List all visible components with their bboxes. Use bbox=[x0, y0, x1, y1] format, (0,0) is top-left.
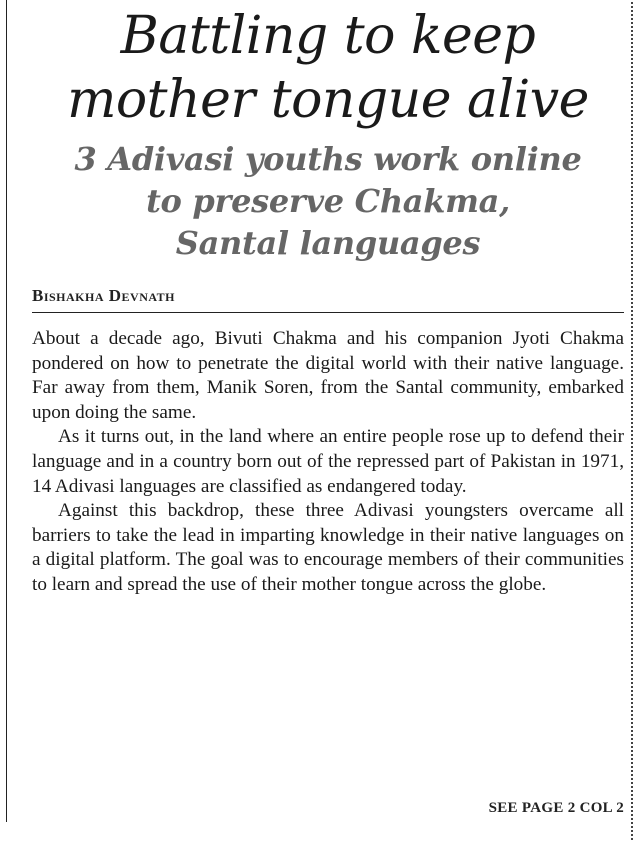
subhead-line-2: to preserve Chakma, bbox=[146, 182, 510, 220]
body-paragraph-3: Against this backdrop, these three Adivasi youngsters overcame all barriers to take the lead in imparting knowledge in their native languages on a digital platform. The goal was to encourage members of their communities to learn and spread the use of their mother tongue across the globe. bbox=[32, 500, 624, 595]
article-subheadline bbox=[32, 138, 624, 264]
body-paragraph-2: As it turns out, in the land where an entire people rose up to defend their language and in a country born out of the repressed part of Pakistan in 1971, 14 Adivasi languages are classified as endangered today. bbox=[32, 426, 624, 497]
article-headline bbox=[32, 0, 624, 132]
right-dotted-divider bbox=[631, 2, 633, 840]
subhead-line-3: Santal languages bbox=[175, 224, 481, 262]
article-body bbox=[32, 327, 624, 598]
body-paragraph-1: About a decade ago, Bivuti Chakma and his companion Jyoti Chakma pondered on how to penetrate the digital world with their native language. Far away from them, Manik Soren, from the Santal community, embarked upon doing the same. bbox=[32, 328, 624, 423]
news-article bbox=[32, 0, 624, 598]
continuation-note: SEE PAGE 2 COL 2 bbox=[488, 800, 624, 816]
headline-line-1: Battling to keep bbox=[120, 6, 536, 66]
headline-line-2: mother tongue alive bbox=[67, 70, 589, 130]
subhead-line-1: 3 Adivasi youths work online bbox=[74, 140, 582, 178]
left-column-rule bbox=[6, 0, 7, 822]
author-byline: Bishakha Devnath bbox=[32, 286, 624, 313]
